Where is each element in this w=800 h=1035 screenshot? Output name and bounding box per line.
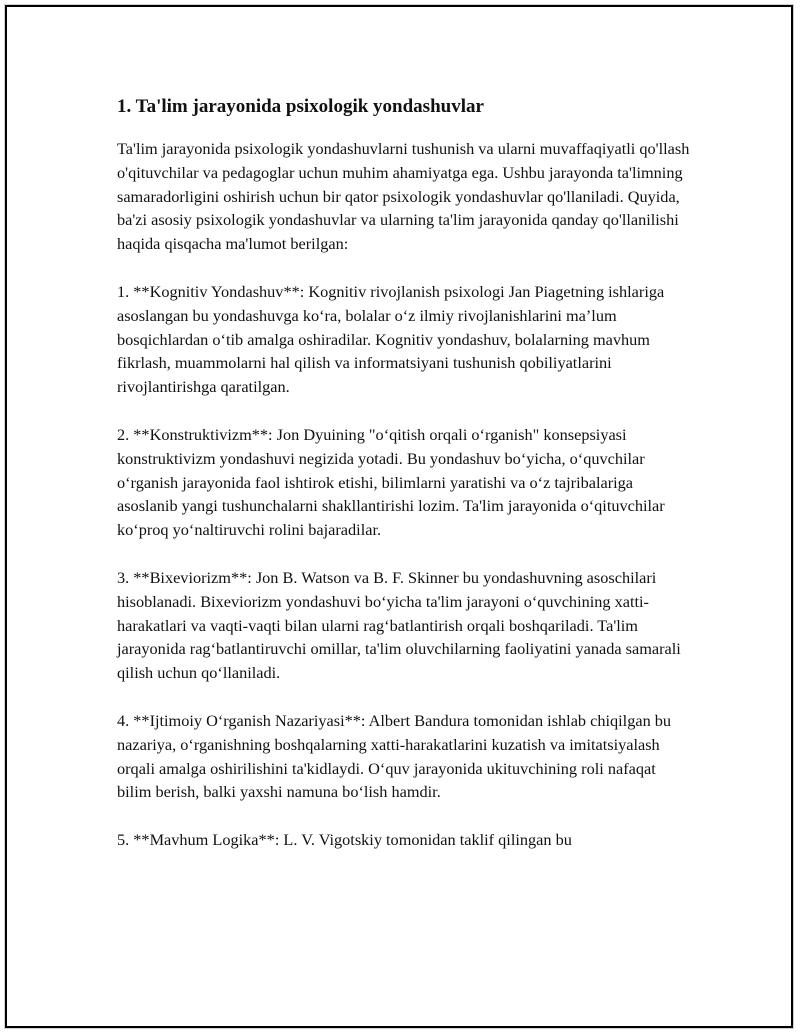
document-title: 1. Ta'lim jarayonida psixologik yondashuvlar [117,96,484,117]
paragraph-gap [117,685,692,709]
abstract-logic-paragraph: 5. **Mavhum Logika**: L. V. Vigotskiy tomonidan taklif qilingan bu [117,830,572,850]
behaviorism-paragraph: 3. **Bixeviorizm**: Jon B. Watson va B. F. Skinner bu yondashuvning asoschilari hisoblanadi. Bixeviorizm yondashuvi bo‘yicha ta'lim jarayoni o‘quvchining xatti-harakatlari va vaqti-vaqti bilan ularni rag‘batlantirish orqali boshqariladi. Ta'lim jarayonida rag‘batlantiruvchi omillar, ta'lim oluvchilarning faoliyatini yanada samarali qilish uchun qo‘llaniladi. [117,567,681,683]
paragraph-gap [117,256,692,280]
document-body [117,93,692,852]
paragraph-gap [117,399,692,423]
cognitive-approach-paragraph: 1. **Kognitiv Yondashuv**: Kognitiv rivojlanish psixologi Jan Piagetning ishlariga asoslangan bu yondashuvga ko‘ra, bolalar o‘z ilmiy rivojlanishlarini ma’lum bosqichlardan o‘tib amalga oshiradilar. Kognitiv yondashuv, bolalarning mavhum fikrlash, muammolarni hal qilish va informatsiyani tushunish qobiliyatlarini rivojlantirishga qaratilgan. [117,281,665,397]
constructivism-paragraph: 2. **Konstruktivizm**: Jon Dyuining "o‘qitish orqali o‘rganish" konsepsiyasi konstruktivizm yondashuvi negizida yotadi. Bu yondashuv bo‘yicha, o‘quvchilar o‘rganish jarayonida faol ishtirok etishi, bilimlarni yaratishi va o‘z tajribalariga asoslanib yangi tushunchalarni shakllantirishi lozim. Ta'lim jarayonida o‘qituvchilar ko‘proq yo‘naltiruvchi rolini bajaradilar. [117,424,665,540]
social-learning-paragraph: 4. **Ijtimoiy O‘rganish Nazariyasi**: Albert Bandura tomonidan ishlab chiqilgan bu nazariya, o‘rganishning boshqalarning xatti-harakatlarini kuzatish va imitatsiyalash orqali amalga oshirilishini ta'kidlaydi. O‘quv jarayonida ukituvchining roli nafaqat bilim berish, balki yaxshi namuna bo‘lish hamdir. [117,710,672,802]
paragraph-gap [117,542,692,566]
intro-paragraph: Ta'lim jarayonida psixologik yondashuvlarni tushunish va ularni muvaffaqiyatli qo'llash o'qituvchilar va pedagoglar uchun muhim ahamiyatga ega. Ushbu jarayonda ta'limning samaradorligini oshirish uchun bir qator psixologik yondashuvlar qo'llaniladi. Quyida, ba'zi asosiy psixologik yondashuvlar va ularning ta'lim jarayonida qanday qo'llanilishi haqida qisqacha ma'lumot berilgan: [117,139,690,254]
paragraph-gap [117,804,692,828]
